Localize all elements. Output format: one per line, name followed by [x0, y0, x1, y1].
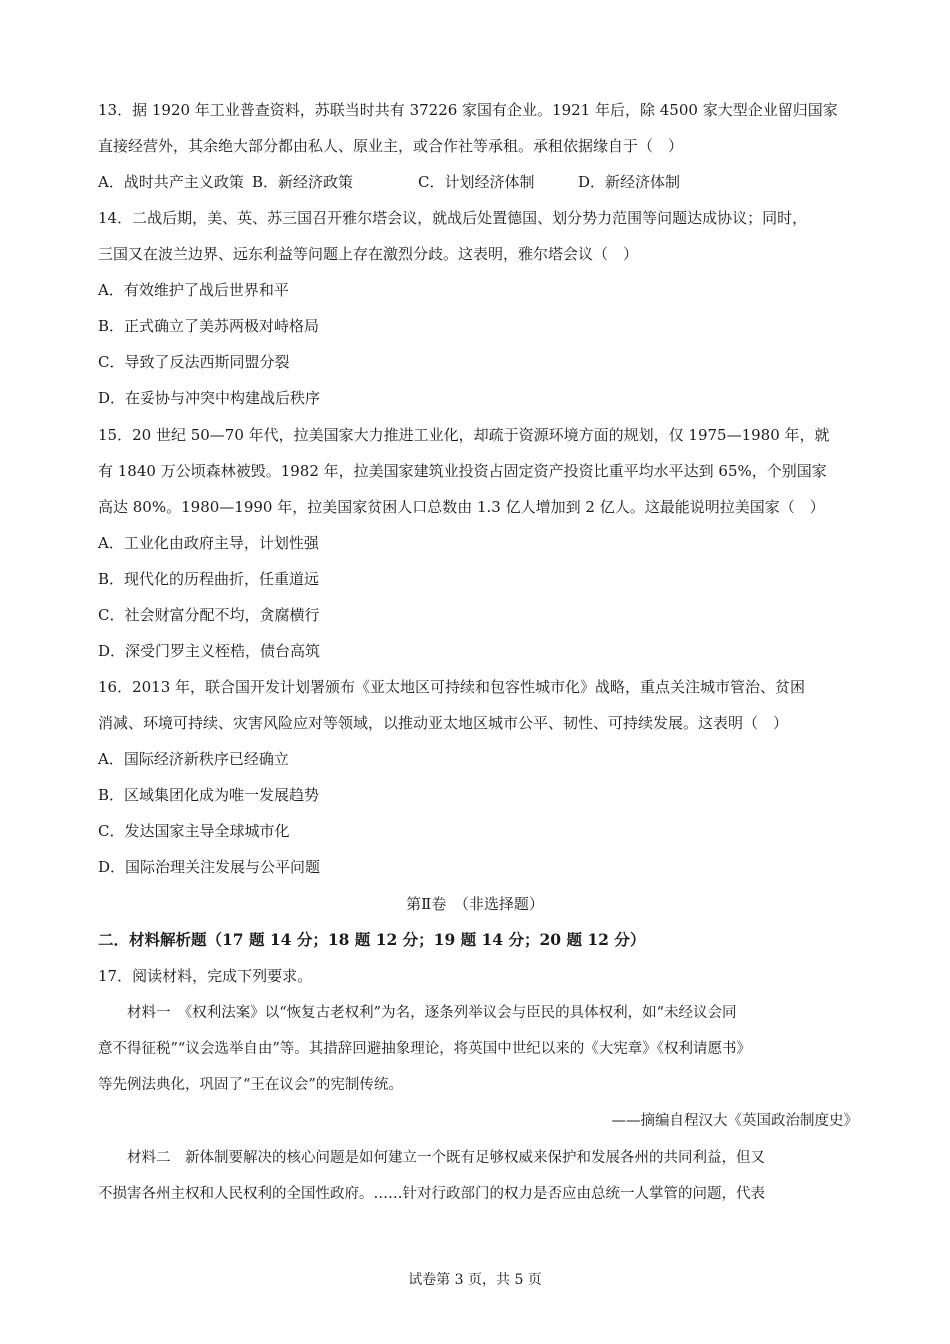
q14-option-b: B．正式确立了美苏两极对峙格局 [98, 317, 320, 335]
q17-material1-line-3: 等先例法典化，巩固了“王在议会”的宪制传统。 [98, 1077, 403, 1093]
q15-option-b: B．现代化的历程曲折，任重道远 [98, 570, 320, 588]
q15-option-c: C．社会财富分配不均，贪腐横行 [98, 606, 320, 624]
q15-line-1: 15．20 世纪 50—70 年代，拉美国家大力推进工业化，却疏于资源环境方面的规划，仅 1975—1980 年，就 [98, 426, 830, 444]
q13-line-1: 13．据 1920 年工业普查资料，苏联当时共有 37226 家国有企业。1921 年后，除 4500 家大型企业留归国家 [98, 101, 838, 119]
q13-options [98, 172, 680, 192]
section2-heading: 二．材料解析题（17 题 14 分；18 题 12 分；19 题 14 分；20 题 12 分） [98, 930, 646, 949]
q17-material1-line-2: 意不得征税”“议会选举自由”等。其措辞回避抽象理论，将英国中世纪以来的《大宪章》《权利请愿书》 [98, 1041, 751, 1057]
q13-option-b: B．新经济政策 [252, 173, 354, 191]
q17-material1-source: ——摘编自程汉大《英国政治制度史》 [611, 1113, 858, 1129]
q16-line-1: 16．2013 年，联合国开发计划署颁布《亚太地区可持续和包容性城市化》战略，重点关注城市管治、贫困 [98, 678, 806, 696]
q14-line-1: 14．二战后期，美、英、苏三国召开雅尔塔会议，就战后处置德国、划分势力范围等问题达成协议；同时， [98, 209, 808, 227]
q13-option-d: D．新经济体制 [578, 173, 681, 191]
q13-line-2: 直接经营外，其余绝大部分都由私人、原业主，或合作社等承租。承租依据缘自于（ ） [98, 137, 684, 155]
q16-option-a: A．国际经济新秩序已经确立 [98, 750, 289, 768]
q16-line-2: 消减、环境可持续、灾害风险应对等领域，以推动亚太地区城市公平、韧性、可持续发展。这表明（ ） [98, 714, 789, 732]
q16-option-c: C．发达国家主导全球城市化 [98, 822, 290, 840]
q14-option-d: D．在妥协与冲突中构建战后秩序 [98, 389, 321, 407]
q14-line-2: 三国又在波兰边界、远东利益等问题上存在激烈分歧。这表明，雅尔塔会议（ ） [98, 245, 639, 263]
q14-option-c: C．导致了反法西斯同盟分裂 [98, 353, 290, 371]
q17-material1-line-1: 材料一 《权利法案》以“恢复古老权利”为名，逐条列举议会与臣民的具体权利，如“未经议会同 [98, 1005, 737, 1021]
q15-line-2: 有 1840 万公顷森林被毁。1982 年，拉美国家建筑业投资占固定资产投资比重平均水平达到 65%，个别国家 [98, 462, 827, 480]
q15-option-a: A．工业化由政府主导，计划性强 [98, 534, 319, 552]
part2-title: 第Ⅱ卷 （非选择题） [406, 895, 544, 913]
q17-material2-line-2: 不损害各州主权和人民权利的全国性政府。……针对行政部门的权力是否应由总统一人掌管的问题，代表 [98, 1186, 765, 1202]
q17-material2-line-1: 材料二 新体制要解决的核心问题是如何建立一个既有足够权威来保护和发展各州的共同利益，但又 [98, 1150, 765, 1166]
q16-option-d: D．国际治理关注发展与公平问题 [98, 858, 321, 876]
q13-option-c: C．计划经济体制 [418, 173, 535, 191]
q15-line-3: 高达 80%。1980—1990 年，拉美国家贫困人口总数由 1.3 亿人增加到 2 亿人。这最能说明拉美国家（ ） [98, 498, 825, 516]
q13-option-a: A．战时共产主义政策 [98, 173, 244, 191]
q16-option-b: B．区域集团化成为唯一发展趋势 [98, 786, 320, 804]
q17-prompt: 17．阅读材料，完成下列要求。 [98, 967, 313, 985]
page-footer: 试卷第 3 页，共 5 页 [408, 1272, 542, 1288]
q14-option-a: A．有效维护了战后世界和平 [98, 281, 289, 299]
q15-option-d: D．深受门罗主义桎梏，债台高筑 [98, 642, 321, 660]
